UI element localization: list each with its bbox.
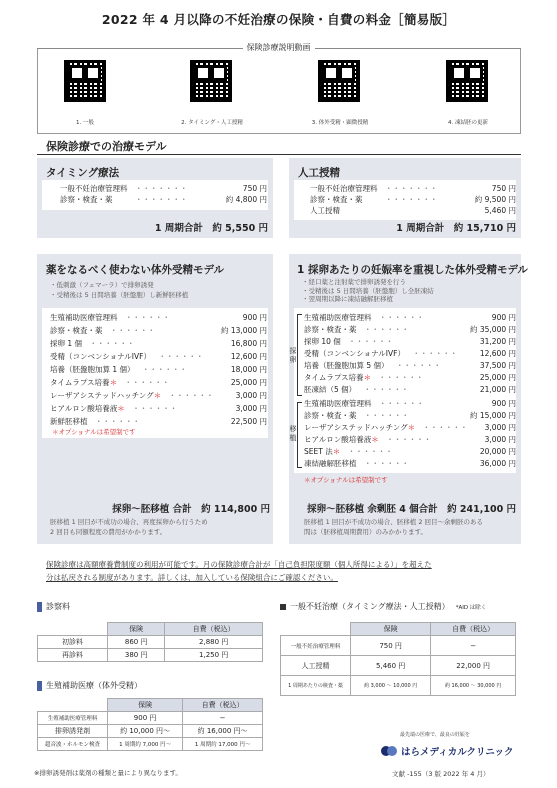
fee-row-label: レーザアシステッドハッチング ＊ ・・・・・・ — [304, 423, 468, 432]
fee-row-label: タイムラプス培養 ＊ ・・・・・・ — [50, 378, 170, 387]
fee-row-amount: 16,800 円 — [230, 339, 267, 348]
fee-row-label: 受精（コンベンショナルIVF） ・・・・・・ — [304, 349, 458, 358]
ai-row-amount: 約 9,500 円 — [474, 195, 516, 204]
transfer-bracket — [297, 402, 302, 468]
footnote: ※排卵誘発剤は薬剤の種類と量により異なります。 — [34, 769, 182, 777]
fee-row-label: タイムラプス培養 ＊ ・・・・・・ — [304, 373, 424, 382]
fee-row-amount: 3,000 円 — [235, 391, 267, 400]
qr-code-2[interactable] — [190, 60, 232, 102]
general-table-header: 一般不妊治療（タイミング療法・人工授精） *AID は除く — [280, 601, 486, 612]
ai-row-label: 一般不妊治療管理料 ・・・・・・・ — [310, 184, 438, 193]
egg-label: 採卵 — [289, 347, 297, 364]
timing-row-amount: 750 円 — [242, 184, 267, 193]
qr-code-3[interactable] — [318, 60, 360, 102]
ai-row-amount: 5,460 円 — [484, 206, 516, 215]
left-model-total: 採卵〜胚移植 合計 約 114,800 円 — [112, 504, 270, 515]
fee-row-amount: 12,600 円 — [479, 349, 516, 358]
fee-row-amount: 36,000 円 — [479, 459, 516, 468]
optional-note: ＊オプショナルは希望制です — [304, 476, 388, 484]
fee-row-amount: 900 円 — [491, 399, 516, 408]
clinic-logo: はらメディカルクリニック — [380, 743, 513, 759]
timing-title: タイミング療法 — [46, 167, 120, 179]
fee-row-label: 生殖補助医療管理料 ・・・・・・ — [50, 313, 170, 322]
fee-row-label: 採卵 1 個 ・・・・・・ — [50, 339, 135, 348]
fee-row-label: 採卵 10 個 ・・・・・・ — [304, 337, 394, 346]
qr-caption: 2. タイミング・人工授精 — [181, 120, 243, 126]
table-header: 自費（税込） — [183, 699, 263, 712]
table-header: 自費（税込） — [431, 623, 516, 636]
qr-code-1[interactable] — [64, 60, 106, 102]
fee-row-label: ヒアルロン酸培養液 ＊ ・・・・・・ — [304, 435, 432, 444]
table-header: 保険 — [108, 699, 183, 712]
fee-row-amount: 約 15,000 円 — [469, 411, 516, 420]
fee-row-amount: 21,000 円 — [479, 385, 516, 394]
art-table-header: 生殖補助医療（体外受精） — [37, 680, 142, 691]
ai-row-label: 人工授精 — [310, 206, 340, 215]
fee-row-label: 診察・検査・薬 ・・・・・・ — [50, 326, 155, 335]
fee-row-amount: 25,000 円 — [230, 378, 267, 387]
art-table — [37, 698, 263, 751]
table-row: 排卵誘発剤 約 10,000 円〜 約 16,000 円〜 — [38, 725, 263, 738]
ai-row-amount: 750 円 — [491, 184, 516, 193]
qr-caption: 1. 一般 — [76, 120, 94, 126]
logo-icon — [380, 743, 398, 759]
fee-row-amount: 約 35,000 円 — [469, 325, 516, 334]
table-header: 保険 — [108, 623, 165, 636]
table-row: 再診料 380 円 1,250 円 — [38, 649, 263, 662]
fee-row-label: レーザアシステッドハッチング ＊ ・・・・・・ — [50, 391, 214, 400]
ai-total: 1 周期合計 約 15,710 円 — [396, 223, 516, 234]
fee-row-amount: 3,000 円 — [484, 435, 516, 444]
fee-row-amount: 31,200 円 — [479, 337, 516, 346]
ai-row-label: 診察・検査・薬 ・・・・・・・ — [310, 195, 438, 204]
table-row: 1 周期あたりの検査・薬 約 3,000 〜 10,000 円 約 16,000 〜 30,000 円 — [281, 676, 516, 696]
timing-row-label: 診察・検査・薬 ・・・・・・・ — [60, 195, 188, 204]
fee-row-label: 培養（胚盤胞加算 5 個） ・・・・・・ — [304, 361, 442, 370]
fee-row-label: 診察・検査・薬 ・・・・・・ — [304, 325, 409, 334]
divider — [37, 154, 521, 155]
fee-row-amount: 3,000 円 — [235, 404, 267, 413]
timing-row-label: 一般不妊治療管理料 ・・・・・・・ — [60, 184, 188, 193]
fee-row-amount: 25,000 円 — [479, 373, 516, 382]
timing-row-amount: 約 4,800 円 — [225, 195, 267, 204]
fee-row-label: 培養（胚盤胞加算 1 個） ・・・・・・ — [50, 365, 188, 374]
left-model-title: 薬をなるべく使わない体外受精モデル — [46, 264, 224, 276]
fee-row-label: 新鮮胚移植 ・・・・・・ — [50, 417, 140, 426]
fee-row-amount: 900 円 — [242, 313, 267, 322]
table-row: 初診料 860 円 2,880 円 — [38, 636, 263, 649]
video-label: 保険診療説明動画 — [0, 42, 557, 53]
fee-row-label: 受精（コンベンショナルIVF） ・・・・・・ — [50, 352, 204, 361]
page-title: 2022 年 4 月以降の不妊治療の保険・自費の料金［簡易版］ — [101, 12, 456, 27]
fee-row-amount: 約 13,000 円 — [220, 326, 267, 335]
fee-row-label: 凍結融解胚移植 ・・・・・・ — [304, 459, 409, 468]
right-model-note: ・経口薬と注射薬で排卵誘発を行う ・受精後は 5 日間培養（胚盤胞）し全胚凍結 ・翌周期以降に凍結融解胚移植 — [302, 278, 434, 303]
section-title: 保険診療での治療モデル — [46, 140, 167, 153]
fee-row-label: 診察・検査・薬 ・・・・・・ — [304, 411, 409, 420]
fee-row-label: 生殖補助医療管理料 ・・・・・・ — [304, 313, 424, 322]
fee-row-label: 胚凍結（5 個） ・・・・・・ — [304, 385, 409, 394]
fee-row-amount: 12,600 円 — [230, 352, 267, 361]
left-model-footer: 胚移植 1 回目が不成功の場合、再度採卵から行うため 2 回目も同額程度の費用がかかります。 — [50, 518, 208, 536]
transfer-label: 移植 — [289, 425, 297, 442]
fee-row-amount: 18,000 円 — [230, 365, 267, 374]
fee-row-amount: 20,000 円 — [479, 447, 516, 456]
table-row: 一般不妊治療管理料 750 円 − — [281, 636, 516, 656]
fee-row-label: SEET 法 ＊ ・・・・・・ — [304, 447, 393, 456]
table-row: 超音波・ホルモン検査 1 周期約 7,000 円〜 1 周期約 17,000 円〜 — [38, 738, 263, 751]
general-table — [280, 622, 516, 696]
right-model-total: 採卵〜胚移植 余剰胚 4 個合計 約 241,100 円 — [307, 504, 516, 515]
optional-note: ＊オプショナルは希望制です — [52, 428, 136, 436]
qr-code-4[interactable] — [446, 60, 488, 102]
fee-row-amount: 37,500 円 — [479, 361, 516, 370]
qr-caption: 3. 体外受精・顕微授精 — [311, 120, 369, 126]
clinic-tagline: 最先端の医療で、最良の妊娠を — [400, 732, 470, 738]
disclaimer: 保険診療は高額療養費制度の利用が可能です。月の保険診療合計が「自己負担限度額（個人所得による）」を超えた 分は払戻される制度があります。詳しくは、加入している保険組合にご確認ください。 — [46, 560, 432, 582]
left-model-note: ・低刺激（フェマーラ）で排卵誘発 ・受精後は 5 日間培養（胚盤胞）し新鮮胚移植 — [50, 281, 189, 299]
consult-table — [37, 622, 263, 662]
table-header: 自費（税込） — [165, 623, 263, 636]
right-model-footer: 胚移植 1 回目が不成功の場合、胚移植 2 回目〜余剰胚のある 間は（胚移植周期費用）のみかかります。 — [304, 518, 484, 536]
timing-total: 1 周期合計 約 5,550 円 — [154, 223, 268, 234]
fee-row-amount: 22,500 円 — [230, 417, 267, 426]
table-header: 保険 — [351, 623, 431, 636]
fee-row-label: 生殖補助医療管理料 ・・・・・・ — [304, 399, 424, 408]
table-row: 生殖補助医療管理料 900 円 − — [38, 712, 263, 725]
table-row: 人工授精 5,460 円 22,000 円 — [281, 656, 516, 676]
fee-row-amount: 900 円 — [491, 313, 516, 322]
consult-table-header: 診察料 — [37, 601, 70, 612]
ai-title: 人工授精 — [298, 167, 340, 179]
document-number: 文献 -155（3 版 2022 年 4 月） — [392, 770, 490, 778]
right-model-title: 1 採卵あたりの妊娠率を重視した体外受精モデル — [297, 264, 528, 276]
egg-bracket — [297, 314, 302, 396]
fee-row-amount: 3,000 円 — [484, 423, 516, 432]
fee-row-label: ヒアルロン酸培養液 ＊ ・・・・・・ — [50, 404, 178, 413]
qr-caption: 4. 凍結胚の更新 — [448, 120, 488, 126]
